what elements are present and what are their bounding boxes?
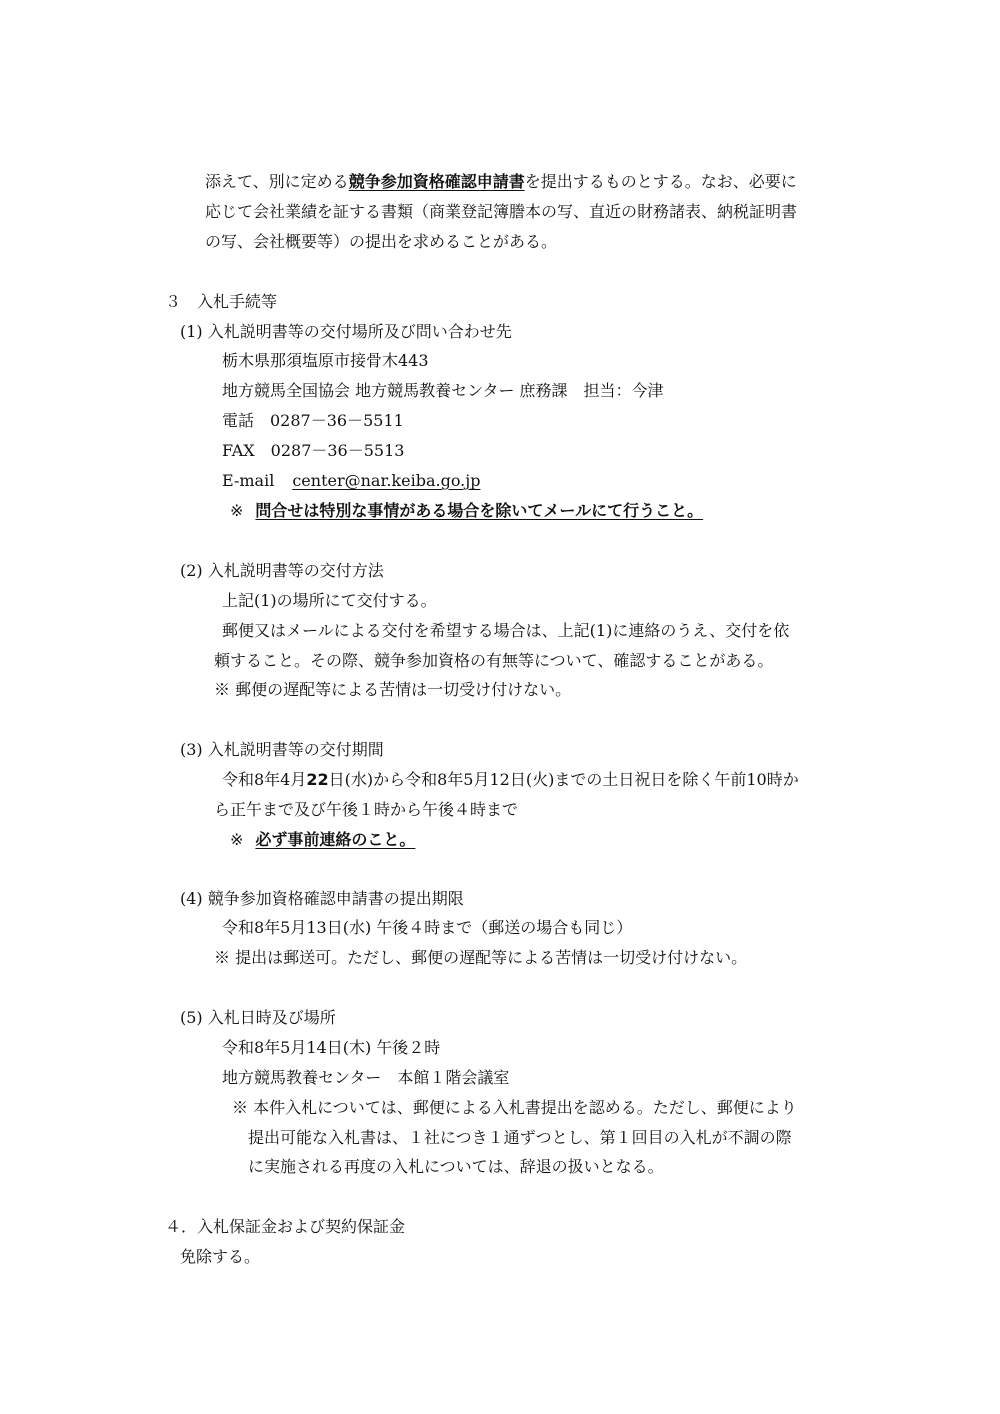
deadline-line-1: 令和8年5月13日(水) 午後４時まで（郵送の場合も同じ） [222,918,633,937]
period-note [230,830,415,850]
bid-note-line-2: 提出可能な入札書は、１社につき１通ずつとし、第１回目の入札が不調の際 [248,1128,792,1147]
period-note-text: 必ず事前連絡のこと。 [255,830,416,849]
intro-line-2: 応じて会社業績を証する書類（商業登記簿謄本の写、直近の財務諸表、納税証明書 [205,202,798,221]
section-3-3-heading: (3) 入札説明書等の交付期間 [180,740,384,759]
contact-fax: FAX 0287－36－5513 [222,441,405,460]
contact-note [230,501,703,521]
section-3-2-heading: (2) 入札説明書等の交付方法 [180,561,384,580]
intro-text-pre: 添えて、別に定める [205,172,349,191]
note-mark: ※ [230,830,244,849]
period-date-prefix: 令和8年4月 [222,770,307,789]
deadline-note: ※ 提出は郵送可。ただし、郵便の遅配等による苦情は一切受け付けない。 [214,948,748,967]
delivery-line-3: 頼すること。その際、競争参加資格の有無等について、確認することがある。 [214,651,774,670]
section-3-5-heading: (5) 入札日時及び場所 [180,1008,336,1027]
intro-line-3: の写、会社概要等）の提出を求めることがある。 [205,232,558,251]
contact-note-text: 問合せは特別な事情がある場合を除いてメールにて行うこと。 [255,501,704,520]
bid-location: 地方競馬教養センター 本館１階会議室 [222,1068,510,1087]
delivery-note: ※ 郵便の遅配等による苦情は一切受け付けない。 [214,680,572,699]
delivery-line-1: 上記(1)の場所にて交付する。 [222,591,437,610]
intro-text-post: を提出するものとする。なお、必要に [524,172,797,191]
contact-email-row [222,471,480,491]
contact-tel: 電話 0287－36－5511 [222,411,404,430]
period-date-rest: 日(水)から令和8年5月12日(火)までの土日祝日を除く午前10時か [328,770,799,789]
section-4-heading: ４．入札保証金および契約保証金 [165,1217,406,1236]
period-line-2: ら正午まで及び午後１時から午後４時まで [214,800,519,819]
contact-address: 栃木県那須塩原市接骨木443 [222,351,429,370]
note-mark: ※ [230,501,244,520]
delivery-line-2: 郵便又はメールによる交付を希望する場合は、上記(1)に連絡のうえ、交付を依 [222,621,790,640]
email-label: E-mail [222,471,275,490]
bid-datetime: 令和8年5月14日(木) 午後２時 [222,1038,441,1057]
email-link[interactable]: center@nar.keiba.go.jp [292,471,481,490]
bid-note-line-3: に実施される再度の入札については、辞退の扱いとなる。 [248,1157,664,1176]
period-start-day: 22 [306,770,329,789]
section-4-body: 免除する。 [180,1247,261,1266]
intro-line-1 [205,172,797,192]
section-3-heading: ３ 入札手続等 [165,292,278,311]
section-3-4-heading: (4) 競争参加資格確認申請書の提出期限 [180,889,464,908]
contact-organization: 地方競馬全国協会 地方競馬教養センター 庶務課 担当：今津 [222,381,664,400]
application-form-name: 競争参加資格確認申請書 [348,172,525,191]
bid-note-line-1: ※ 本件入札については、郵便による入札書提出を認める。ただし、郵便により [232,1098,797,1117]
section-3-1-heading: (1) 入札説明書等の交付場所及び問い合わせ先 [180,322,512,341]
period-line-1 [222,770,799,790]
